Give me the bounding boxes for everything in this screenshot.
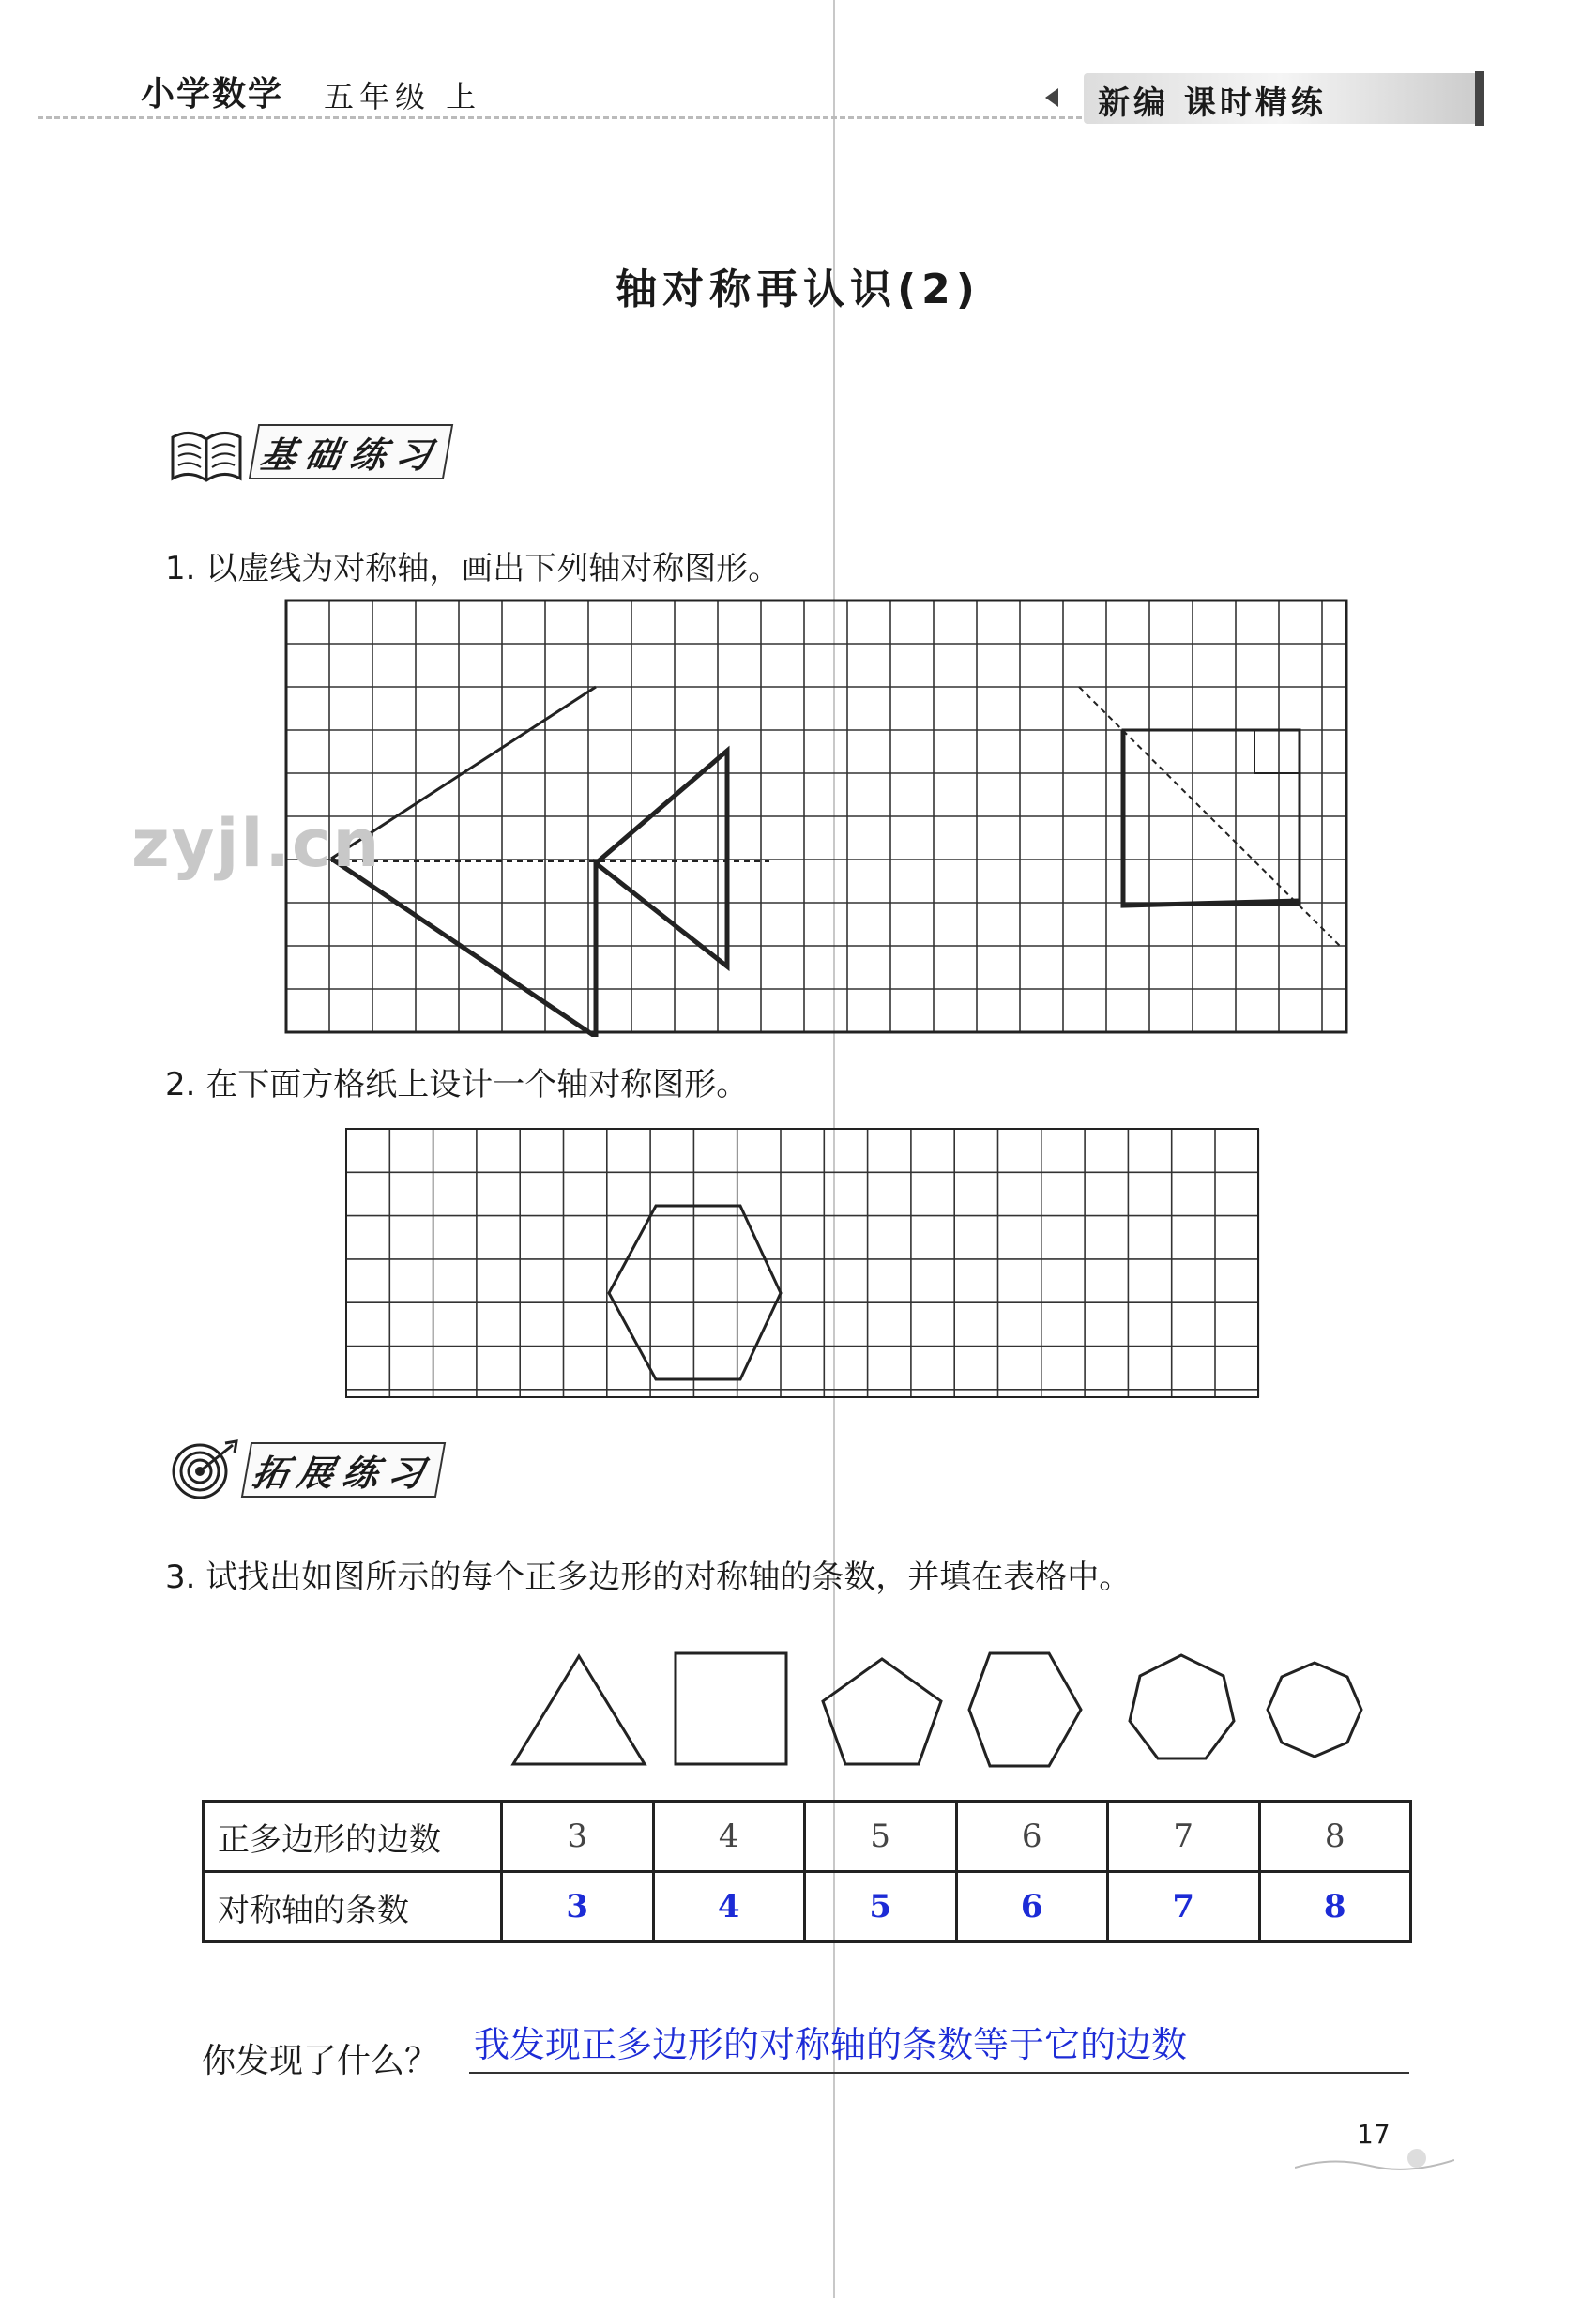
target-icon — [167, 1436, 242, 1501]
sides-cell: 5 — [805, 1802, 957, 1872]
row-label-sides: 正多边形的边数 — [204, 1802, 502, 1872]
page-ornament-icon — [1295, 2149, 1454, 2173]
table-row — [204, 1872, 1411, 1942]
arrow-left-icon — [1045, 88, 1058, 107]
hexagon-design — [609, 1206, 781, 1379]
found-answer[interactable]: 我发现正多边形的对称轴的条数等于它的边数 — [474, 2024, 1188, 2065]
question-1: 1. 以虚线为对称轴，画出下列轴对称图形。 — [165, 550, 781, 587]
table-row — [204, 1802, 1411, 1872]
polygon-table — [202, 1800, 1412, 1943]
open-book-icon — [167, 420, 246, 486]
series-banner — [1041, 64, 1492, 133]
section-extend-title: 拓展练习 — [246, 1442, 447, 1498]
answer-underline — [469, 2072, 1409, 2074]
sides-cell: 6 — [956, 1802, 1108, 1872]
question-3: 3. 试找出如图所示的每个正多边形的对称轴的条数，并填在表格中。 — [165, 1559, 1132, 1596]
polygon-row — [507, 1642, 1407, 1783]
sides-cell: 4 — [653, 1802, 805, 1872]
axes-answer-cell[interactable]: 6 — [956, 1872, 1108, 1942]
page-title: 轴对称再认识(2) — [616, 266, 980, 313]
series-label: 新编 课时精练 — [1098, 84, 1327, 122]
found-question: 你发现了什么？ — [202, 2042, 439, 2080]
grid-2 — [343, 1126, 1263, 1400]
hexagon-shape — [969, 1653, 1081, 1766]
pentagon-shape — [823, 1659, 941, 1764]
grid-1 — [281, 596, 1351, 1037]
axes-answer-cell[interactable]: 3 — [502, 1872, 654, 1942]
sides-cell: 8 — [1259, 1802, 1411, 1872]
square-polygon — [676, 1653, 786, 1764]
axes-answer-cell[interactable]: 4 — [653, 1872, 805, 1942]
heptagon-shape — [1130, 1655, 1234, 1758]
grade-label: 五年级 上 — [324, 79, 482, 114]
page-number: 17 — [1357, 2119, 1391, 2150]
watermark: zyjl.cn — [131, 805, 382, 882]
section-extend — [167, 1436, 242, 1505]
question-2: 2. 在下面方格纸上设计一个轴对称图形。 — [165, 1066, 749, 1103]
octagon-shape — [1268, 1663, 1361, 1757]
axes-answer-cell[interactable]: 8 — [1259, 1872, 1411, 1942]
triangle-shape — [513, 1656, 645, 1764]
subject-label: 小学数学 — [141, 75, 284, 114]
symmetry-axis-2 — [1079, 687, 1342, 948]
axes-answer-cell[interactable]: 7 — [1108, 1872, 1260, 1942]
section-basic — [167, 420, 246, 490]
drawn-shape-left — [331, 751, 727, 1037]
section-basic-title: 基础练习 — [253, 424, 454, 479]
axes-answer-cell[interactable]: 5 — [805, 1872, 957, 1942]
sides-cell: 7 — [1108, 1802, 1260, 1872]
row-label-axes: 对称轴的条数 — [204, 1872, 502, 1942]
sides-cell: 3 — [502, 1802, 654, 1872]
